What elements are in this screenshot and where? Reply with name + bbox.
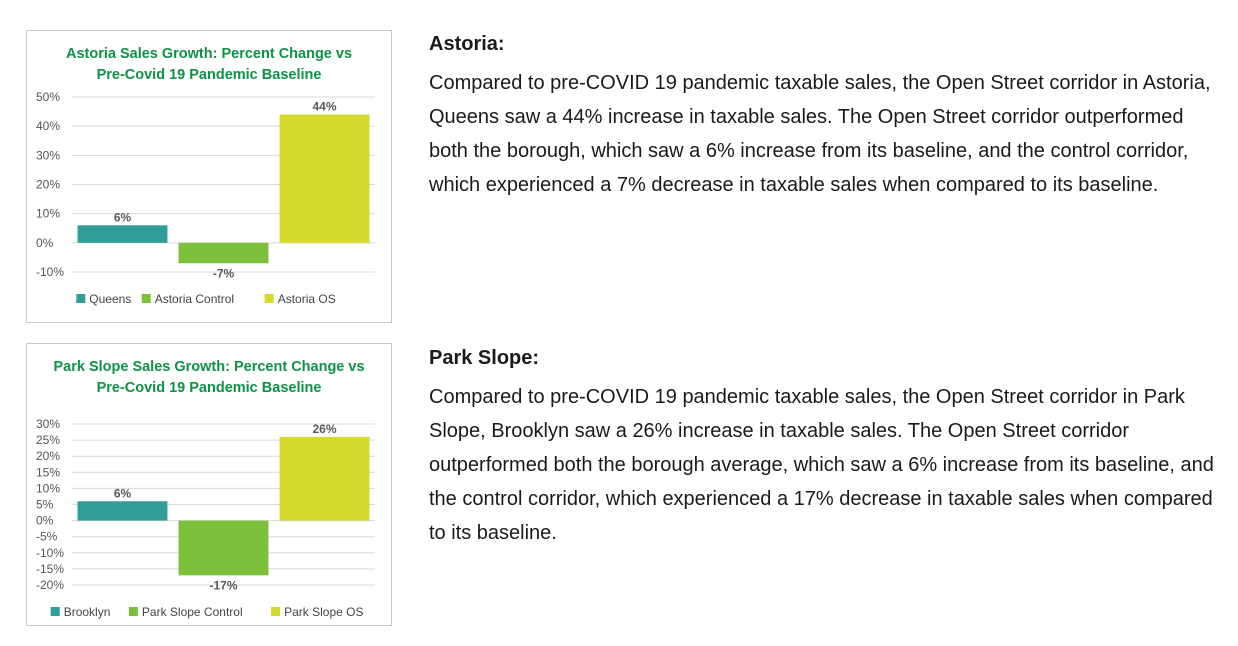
chart1-legend-label-3: Astoria OS: [277, 292, 336, 306]
chart2-bar-1: [78, 501, 168, 520]
chart2-data-label-1: 6%: [113, 486, 132, 501]
chart2-data-label-2: -17%: [209, 578, 238, 593]
chart1-data-label-2: -7%: [212, 266, 235, 281]
chart2-y-tick-label: -20%: [36, 578, 65, 592]
astoria-heading: Astoria:: [429, 33, 505, 55]
chart2-y-tick-label: 0%: [36, 513, 54, 528]
astoria-chart: [26, 30, 392, 323]
astoria-chart-svg: [27, 31, 391, 322]
park-slope-heading: Park Slope:: [429, 347, 540, 369]
park-slope-section: [429, 347, 1219, 550]
astoria-section: [429, 33, 1219, 202]
chart1-data-label-3: 44%: [312, 99, 337, 114]
chart1-bar-3: [280, 115, 370, 243]
chart1-data-label-1: 6%: [113, 210, 132, 225]
astoria-description: Compared to pre-COVID 19 pandemic taxable sales, the Open Street corridor in Astoria, Queens saw a 44% increase in taxable sales. The Open Street corridor outperformed both the borough, which saw a 6% increase from its baseline, and the control corridor, which experienced a 7% decrease in taxable sales when compared to its baseline.: [429, 72, 1211, 196]
chart1-y-tick-label: 50%: [36, 90, 61, 104]
chart2-legend-swatch-1: [51, 607, 60, 616]
chart2-legend-label-3: Park Slope OS: [284, 605, 364, 619]
chart2-legend-label-1: Brooklyn: [63, 605, 111, 619]
chart2-y-tick-label: 20%: [36, 449, 61, 464]
park-slope-chart: [26, 343, 392, 626]
chart1-legend-label-2: Astoria Control: [154, 292, 235, 306]
chart2-y-tick-label: 15%: [36, 465, 61, 480]
chart1-y-tick-label: 0%: [36, 235, 54, 250]
chart2-y-tick-label: 25%: [36, 433, 61, 448]
chart2-legend-swatch-2: [129, 607, 138, 616]
chart1-title-line-1: Astoria Sales Growth: Percent Change vs: [65, 46, 353, 62]
chart1-y-tick-label: -10%: [36, 265, 65, 279]
chart2-y-tick-label: 30%: [36, 417, 61, 431]
chart2-title-line-2: Pre-Covid 19 Pandemic Baseline: [96, 380, 322, 396]
chart1-y-tick-label: 30%: [36, 148, 61, 163]
chart1-title-line-2: Pre-Covid 19 Pandemic Baseline: [96, 67, 322, 83]
chart2-bar-2: [179, 521, 269, 576]
chart1-y-tick-label: 40%: [36, 119, 61, 134]
chart2-y-tick-label: 5%: [36, 497, 54, 512]
chart1-legend: [76, 292, 335, 306]
chart1-bar-2: [179, 243, 269, 263]
chart1-legend-swatch-3: [265, 294, 274, 303]
chart1-y-tick-label: 20%: [36, 177, 61, 192]
chart2-y-tick-label: -5%: [36, 529, 58, 544]
chart1-legend-swatch-2: [142, 294, 151, 303]
chart2-legend-label-2: Park Slope Control: [141, 605, 243, 619]
chart2-y-tick-label: -15%: [36, 561, 65, 576]
chart2-legend-swatch-3: [271, 607, 280, 616]
chart1-legend-swatch-1: [76, 294, 85, 303]
chart1-bar-1: [78, 225, 168, 243]
park-slope-description: Compared to pre-COVID 19 pandemic taxable sales, the Open Street corridor in Park Slope, Brooklyn saw a 26% increase in taxable sales. The Open Street corridor outperformed both the borough average, which saw a 6% increase from its baseline, and the control corridor, which experienced a 17% decrease in taxable sales when compared to its baseline.: [429, 386, 1214, 544]
chart2-data-label-3: 26%: [312, 421, 337, 436]
chart2-title-line-1: Park Slope Sales Growth: Percent Change vs: [53, 359, 365, 375]
chart1-legend-label-1: Queens: [89, 292, 132, 306]
chart1-y-tick-label: 10%: [36, 206, 61, 221]
chart2-bar-3: [280, 437, 370, 521]
chart2-y-tick-label: -10%: [36, 545, 65, 560]
chart2-y-tick-label: 10%: [36, 481, 61, 496]
park-slope-chart-svg: [27, 344, 391, 625]
chart2-legend: [51, 605, 364, 619]
